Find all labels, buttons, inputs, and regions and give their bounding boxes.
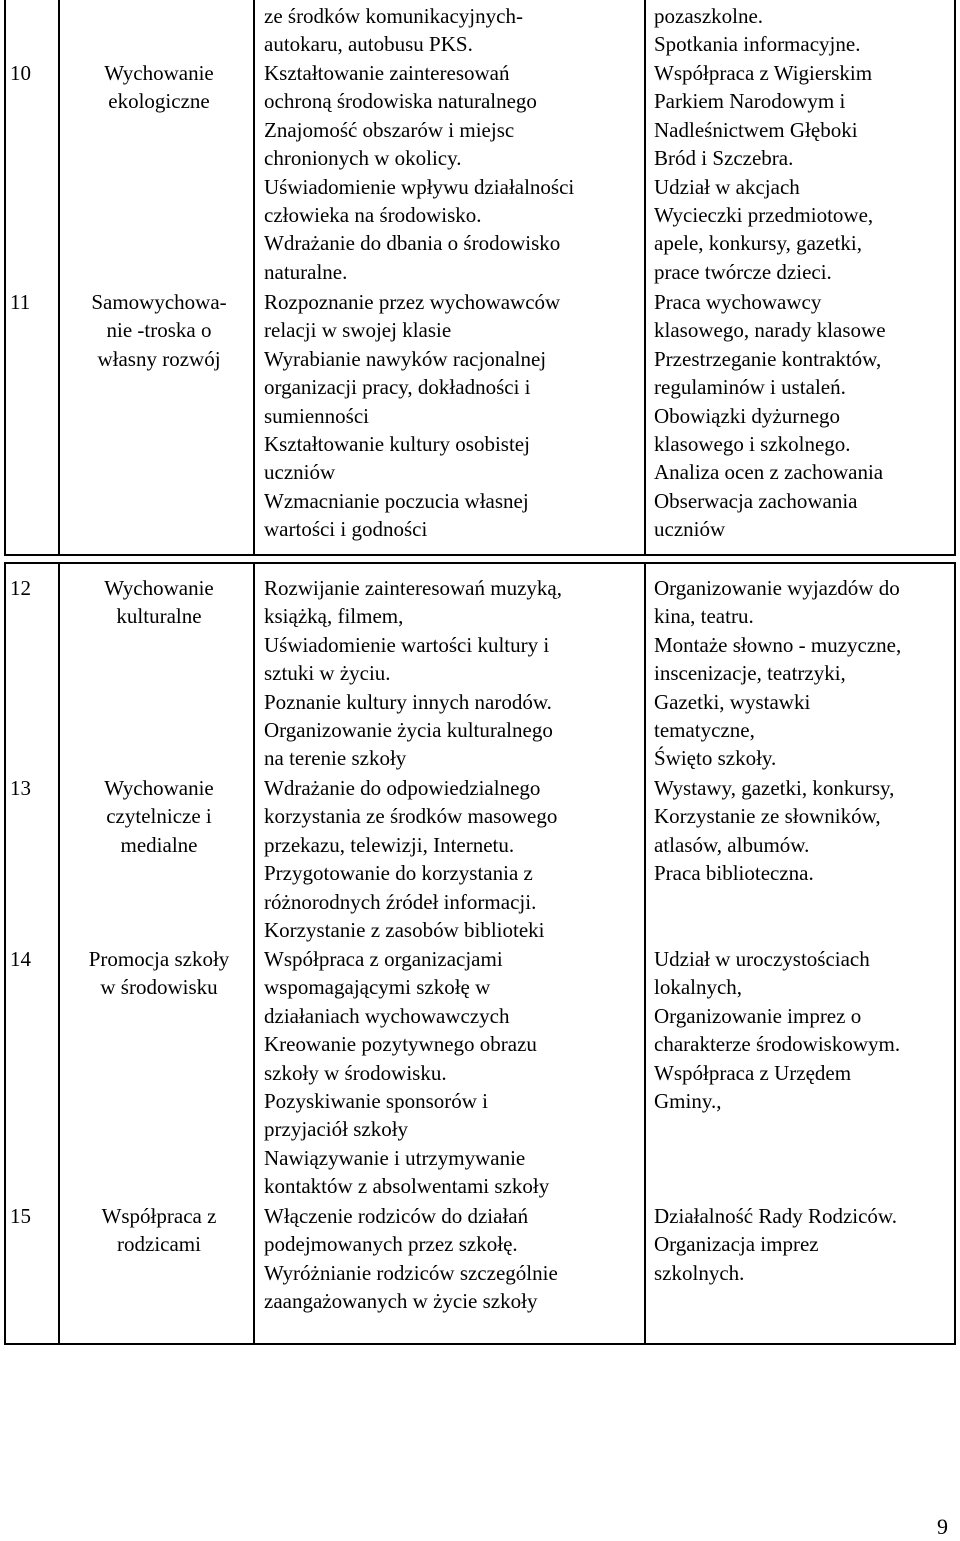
table-border [253,562,255,1345]
goals-cell: Rozpoznanie przez wychowawców relacji w swojej klasie Wyrabianie nawyków racjonalnej organizacji pracy, dokładności i sumienności Kształtowanie kultury osobistej uczniów Wzmacnianie poczucia własnej wartości i godności [264,290,561,542]
goals-cell: Wdrażanie do odpowiedzialnego korzystania ze środków masowego przekazu, telewizji, Internetu. Przygotowanie do korzystania z różnorodnych źródeł informacji. Korzystanie z zasobów biblioteki [264,776,558,943]
table-border [954,0,956,556]
row-number: 13 [10,776,31,800]
row-number: 12 [10,576,31,600]
goals-cell: ze środków komunikacyjnych- autokaru, autobusu PKS. [264,4,523,57]
forms-cell: pozaszkolne. Spotkania informacyjne. [654,4,861,57]
table-border [4,562,6,1345]
table-upper [4,0,957,556]
table-border [4,0,6,556]
page-number: 9 [937,1514,948,1539]
table-border [253,0,255,556]
table-border [58,562,60,1345]
forms-cell: Organizowanie wyjazdów do kina, teatru. Montaże słowno - muzyczne, inscenizacje, teatrzyki, Gazetki, wystawki tematyczne, Święto szkoły. [654,576,902,771]
table-border [4,562,956,564]
goals-cell: Włączenie rodziców do działań podejmowanych przez szkołę. Wyróżnianie rodziców szczególnie zaangażowanych w życie szkoły [264,1204,558,1314]
forms-cell: Udział w uroczystościach lokalnych, Organizowanie imprez o charakterze środowiskowym. Współpraca z Urzędem Gminy., [654,947,901,1114]
forms-cell: Praca wychowawcy klasowego, narady klasowe Przestrzeganie kontraktów, regulaminów i ustaleń. Obowiązki dyżurnego klasowego i szkolnego. Analiza ocen z zachowania Obserwacja zachowania uczniów [654,290,886,542]
table-border [644,562,646,1345]
row-number: 14 [10,947,31,971]
area-cell: Promocja szkoły w środowisku [88,947,230,1000]
forms-cell: Współpraca z Wigierskim Parkiem Narodowym i Nadleśnictwem Głęboki Bród i Szczebra. Udział w akcjach Wycieczki przedmiotowe, apele, konkursy, gazetki, prace twórcze dzieci. [654,61,874,284]
area-cell: Wychowanie czytelnicze i medialne [104,776,214,857]
row-number: 10 [10,61,31,85]
table-border [4,1343,956,1345]
table-border [4,554,956,556]
area-cell: Samowychowa- nie -troska o własny rozwój [91,290,227,371]
table-lower [4,562,957,1345]
goals-cell: Współpraca z organizacjami wspomagającymi szkołę w działaniach wychowawczych Kreowanie pozytywnego obrazu szkoły w środowisku. Pozyskiwanie sponsorów i przyjaciół szkoły Nawiązywanie i utrzymywanie kontaktów z absolwentami szkoły [264,947,550,1199]
area-cell: Wychowanie ekologiczne [104,61,214,114]
forms-cell: Wystawy, gazetki, konkursy, Korzystanie ze słowników, atlasów, albumów. Praca biblioteczna. [654,776,895,886]
area-cell: Wychowanie kulturalne [104,576,214,629]
forms-cell: Działalność Rady Rodziców. Organizacja imprez szkolnych. [654,1204,897,1285]
row-number: 11 [10,290,31,314]
goals-cell: Kształtowanie zainteresowań ochroną środowiska naturalnego Znajomość obszarów i miejsc chronionych w okolicy. Uświadomienie wpływu działalności człowieka na środowisko. Wdrażanie do dbania o środowisko naturalne. [264,61,575,284]
table-border [954,562,956,1345]
area-cell: Współpraca z rodzicami [101,1204,217,1257]
goals-cell: Rozwijanie zainteresowań muzyką, książką, filmem, Uświadomienie wartości kultury i sztuki w życiu. Poznanie kultury innych narodów. Organizowanie życia kulturalnego na terenie szkoły [264,576,562,771]
table-border [58,0,60,556]
table-border [644,0,646,556]
row-number: 15 [10,1204,31,1228]
